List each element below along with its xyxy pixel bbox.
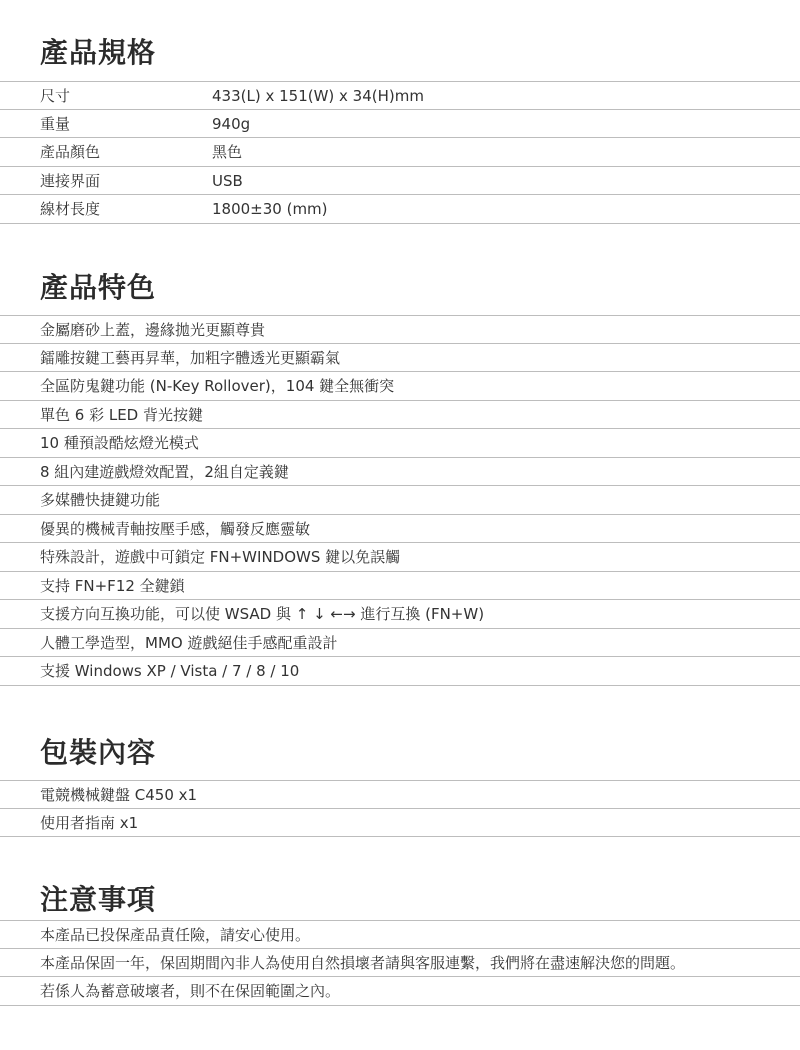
spec-label: 連接界面 — [40, 171, 101, 190]
feature-item: 金屬磨砂上蓋，邊緣拋光更顯尊貴 — [0, 315, 800, 344]
package-list — [0, 780, 800, 837]
feature-item: 單色 6 彩 LED 背光按鍵 — [0, 401, 800, 430]
spec-value: 940g — [212, 114, 251, 133]
feature-item: 多媒體快捷鍵功能 — [0, 486, 800, 515]
spec-value: USB — [212, 171, 243, 190]
feature-item: 鐳雕按鍵工藝再昇華，加粗字體透光更顯霸氣 — [0, 344, 800, 373]
spec-value: 433(L) x 151(W) x 34(H)mm — [212, 87, 424, 105]
notes-section — [0, 880, 800, 1006]
feature-item: 優異的機械青軸按壓手感，觸發反應靈敏 — [0, 515, 800, 544]
spec-value: 1800±30 (mm) — [212, 200, 328, 218]
spec-label: 重量 — [40, 114, 71, 133]
notes-list — [0, 920, 800, 1006]
specs-section — [0, 33, 800, 224]
spec-label: 線材長度 — [40, 200, 101, 218]
spec-value: 黑色 — [212, 143, 243, 161]
package-item: 電競機械鍵盤 C450 x1 — [0, 780, 800, 809]
spec-row-cable-length — [0, 195, 800, 224]
spec-row-weight — [0, 110, 800, 139]
package-section — [0, 733, 800, 837]
features-section — [0, 268, 800, 686]
feature-item: 8 組內建遊戲燈效配置，2組自定義鍵 — [0, 458, 800, 487]
features-title: 產品特色 — [40, 271, 157, 304]
note-item: 若係人為蓄意破壞者，則不在保固範圍之內。 — [0, 977, 800, 1006]
feature-item: 支援方向互換功能，可以使 WSAD 與 ↑ ↓ ←→ 進行互換 (FN+W) — [0, 600, 800, 629]
feature-item: 支持 FN+F12 全鍵鎖 — [0, 572, 800, 601]
feature-item: 10 種預設酷炫燈光模式 — [0, 429, 800, 458]
note-item: 本產品保固一年，保固期間內非人為使用自然損壞者請與客服連繫，我們將在盡速解決您的問題。 — [0, 949, 800, 978]
spec-label: 產品顏色 — [40, 143, 101, 161]
notes-title: 注意事項 — [40, 883, 157, 916]
feature-item: 支援 Windows XP / Vista / 7 / 8 / 10 — [0, 657, 800, 686]
feature-item: 人體工學造型，MMO 遊戲絕佳手感配重設計 — [0, 629, 800, 658]
specs-title: 產品規格 — [40, 36, 157, 69]
feature-item: 全區防鬼鍵功能 (N-Key Rollover)，104 鍵全無衝突 — [0, 372, 800, 401]
package-item: 使用者指南 x1 — [0, 809, 800, 838]
specs-table — [0, 81, 800, 224]
note-item: 本產品已投保產品責任險，請安心使用。 — [0, 920, 800, 949]
features-list — [0, 315, 800, 686]
spec-row-size — [0, 81, 800, 110]
spec-row-interface — [0, 167, 800, 196]
spec-label: 尺寸 — [40, 87, 71, 105]
feature-item: 特殊設計，遊戲中可鎖定 FN+WINDOWS 鍵以免誤觸 — [0, 543, 800, 572]
package-title: 包裝內容 — [40, 736, 157, 769]
spec-row-color — [0, 138, 800, 167]
